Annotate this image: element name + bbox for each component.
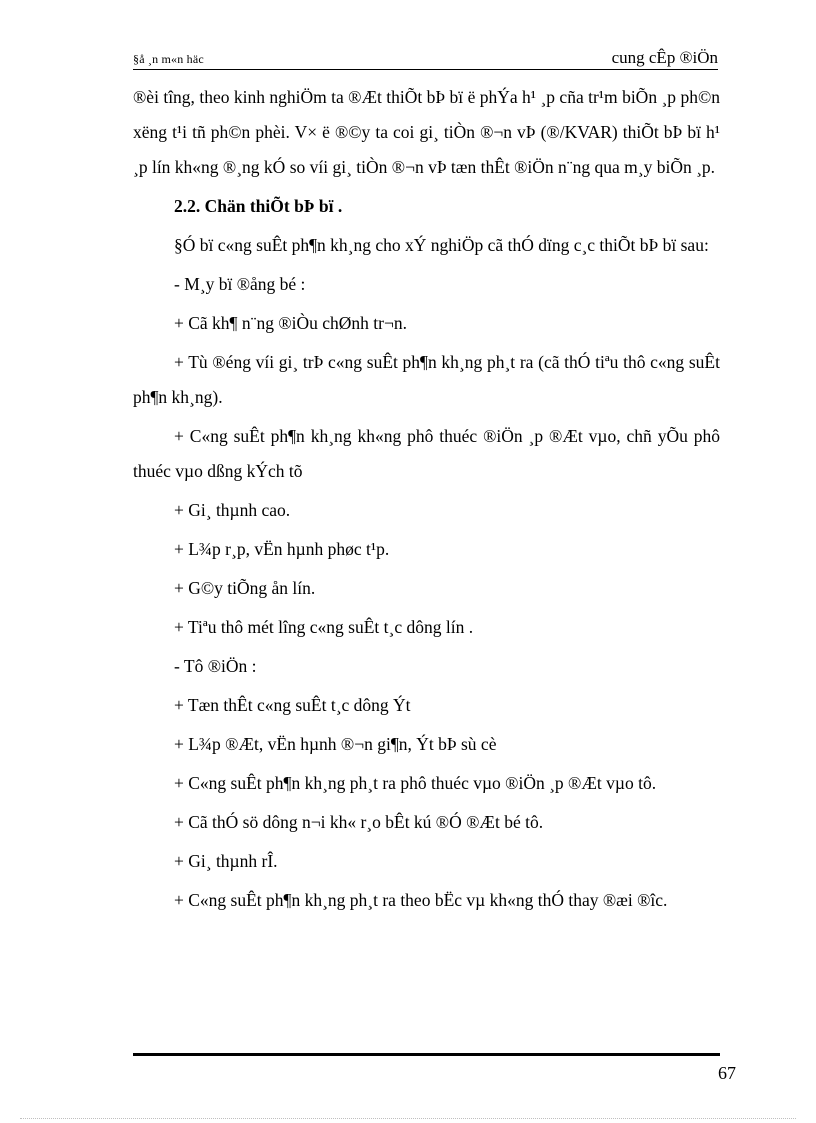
list-heading-capacitor: - Tô ®iÖn : [174, 656, 257, 676]
header-divider [133, 69, 718, 70]
list-item: + C«ng suÊt ph¶n kh¸ng ph¸t ra phô thuéc vµo ®iÖn ¸p ®Æt vµo tô. [174, 773, 657, 793]
list-item: + Cã kh¶ n¨ng ®iÒu chØnh tr¬n. [174, 313, 407, 333]
list-item: + C«ng suÊt ph¶n kh¸ng ph¸t ra theo bËc vµ kh«ng thÓ thay ®æi ®îc. [174, 890, 668, 910]
running-header-right: cung cÊp ®iÖn [611, 48, 718, 67]
list-item: + Tiªu thô mét lîng c«ng suÊt t¸c dông lín . [174, 617, 474, 637]
list-item: + L¾p r¸p, vËn hµnh phøc t¹p. [174, 539, 390, 559]
list-item: + L¾p ®Æt, vËn hµnh ®¬n gi¶n, Ýt bÞ sù cè [174, 734, 497, 754]
list-item: + Tù ®éng víi gi¸ trÞ c«ng suÊt ph¶n kh¸ng ph¸t ra (cã thÓ tiªu thô c«ng suÊt ph¶n kh¸ng). [133, 352, 720, 407]
paragraph-intro: ®èi tîng, theo kinh nghiÖm ta ®Æt thiÕt bÞ bï ë phÝa h¹ ¸p cña tr¹m biÕn ¸p ph©n xëng t¹i tñ ph©n phèi. V× ë ®©y ta coi gi¸ tiÒn ®¬n vÞ (®/KVAR) thiÕt bÞ bï h¹ ¸p lín kh«ng ®¸ng kÓ so víi gi¸ tiÒn ®¬n vÞ tæn thÊt ®iÖn n¨ng qua m¸y biÕn ¸p. [133, 87, 720, 177]
running-header-left: §å ¸n m«n häc [133, 52, 204, 66]
section-heading: 2.2. Chän thiÕt bÞ bï . [174, 196, 343, 216]
list-heading-synchronous: - M¸y bï ®ång bé : [174, 274, 306, 294]
list-item: + G©y tiÕng ån lín. [174, 578, 316, 598]
list-item: + Gi¸ thµnh cao. [174, 500, 291, 520]
list-item: + Gi¸ thµnh rÎ. [174, 851, 278, 871]
list-item: + Tæn thÊt c«ng suÊt t¸c dông Ýt [174, 695, 411, 715]
footer-divider [133, 1053, 720, 1056]
document-body [133, 80, 720, 922]
paragraph-lead: §Ó bï c«ng suÊt ph¶n kh¸ng cho xÝ nghiÖp cã thÓ dïng c¸c thiÕt bÞ bï sau: [174, 235, 709, 255]
page-edge-border [20, 1118, 796, 1119]
list-item: + Cã thÓ sö dông n¬i kh« r¸o bÊt kú ®Ó ®Æt bé tô. [174, 812, 544, 832]
list-item: + C«ng suÊt ph¶n kh¸ng kh«ng phô thuéc ®iÖn ¸p ®Æt vµo, chñ yÕu phô thuéc vµo dßng kÝch tõ [133, 426, 720, 481]
page-number: 67 [718, 1063, 736, 1083]
